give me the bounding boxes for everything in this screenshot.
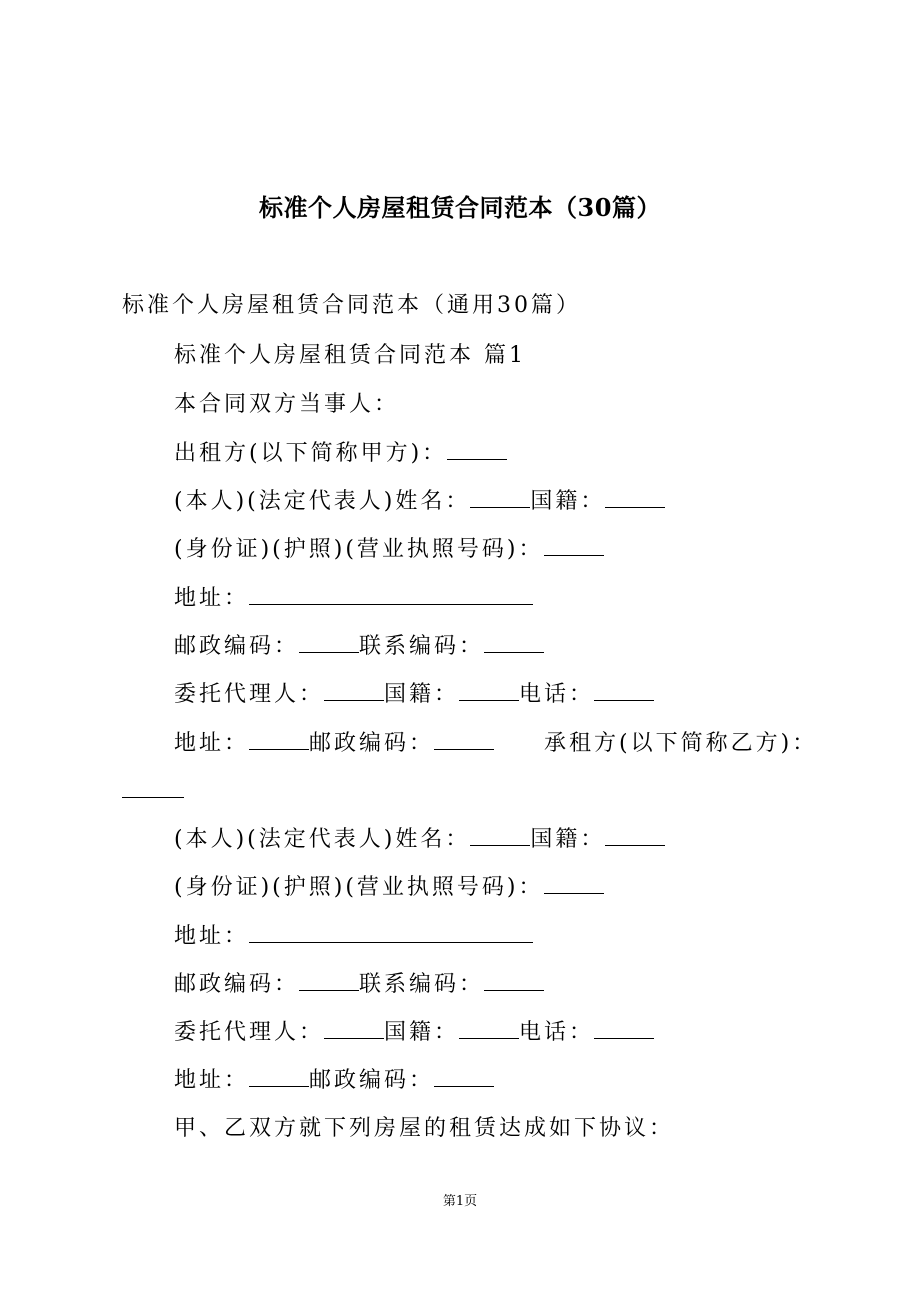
lessor-contact-label: 联系编码：: [359, 634, 485, 659]
lessee-id-blank[interactable]: [544, 871, 604, 894]
lessee-postcode2-label: 邮政编码：: [309, 1068, 435, 1093]
lessor-contact-blank[interactable]: [484, 630, 544, 653]
lessee-name-label: (本人)(法定代表人)姓名：: [174, 827, 471, 852]
lessee-id-label: (身份证)(护照)(营业执照号码)：: [174, 875, 544, 900]
lessor-nationality-blank[interactable]: [605, 485, 665, 508]
page-number: 第1页: [442, 1194, 478, 1209]
lessor-postcode-blank[interactable]: [299, 630, 359, 653]
lessor-name-label: (本人)(法定代表人)姓名：: [174, 489, 471, 514]
lessor-line: [174, 437, 507, 470]
lessor-address-blank[interactable]: [249, 582, 533, 605]
lessor-address-line: [174, 582, 533, 615]
lessee-postcode-line: [174, 968, 544, 1001]
lessor-id-label: (身份证)(护照)(营业执照号码)：: [174, 537, 544, 562]
lessor-agent-line: [174, 678, 654, 711]
lessor-phone-blank[interactable]: [594, 678, 654, 701]
lessor-id-blank[interactable]: [544, 533, 604, 556]
lessee-agent-label: 委托代理人：: [174, 1020, 325, 1045]
lessor-postcode2-blank[interactable]: [434, 727, 494, 750]
lessor-address2-line: [174, 727, 817, 760]
lessee-agent-nationality-label: 国籍：: [384, 1020, 460, 1045]
lessee-postcode2-blank[interactable]: [434, 1064, 494, 1087]
lessee-name-blank[interactable]: [470, 823, 530, 846]
lessee-agent-nationality-blank[interactable]: [459, 1016, 519, 1039]
lessee-contact-label: 联系编码：: [359, 972, 485, 997]
lessee-postcode-blank[interactable]: [299, 968, 359, 991]
parties-intro: 本合同双方当事人：: [174, 392, 400, 417]
lessee-contact-blank[interactable]: [484, 968, 544, 991]
lessee-label: 承租方(以下简称乙方)：: [544, 731, 818, 756]
lessee-agent-line: [174, 1016, 654, 1049]
lessor-agent-label: 委托代理人：: [174, 682, 325, 707]
lessor-postcode-label: 邮政编码：: [174, 634, 300, 659]
lessor-name-blank[interactable]: [470, 485, 530, 508]
lessee-address-label: 地址：: [174, 924, 250, 949]
lessee-id-line: [174, 871, 604, 904]
agreement-line: 甲、乙双方就下列房屋的租赁达成如下协议：: [174, 1116, 675, 1141]
lessee-address2-line: [174, 1064, 494, 1097]
lessee-address-blank[interactable]: [249, 920, 533, 943]
lessor-postcode-line: [174, 630, 544, 663]
lessee-name-line: [174, 823, 665, 856]
section-heading: 标准个人房屋租赁合同范本 篇1: [174, 343, 526, 368]
lessor-blank[interactable]: [447, 437, 507, 460]
lessor-address-label: 地址：: [174, 586, 250, 611]
lessor-address2-blank[interactable]: [249, 727, 309, 750]
lessee-address2-blank[interactable]: [249, 1064, 309, 1087]
lessee-address2-label: 地址：: [174, 1068, 250, 1093]
lessor-address2-label: 地址：: [174, 731, 250, 756]
lessor-agent-blank[interactable]: [324, 678, 384, 701]
lessor-phone-label: 电话：: [519, 682, 595, 707]
lessee-phone-blank[interactable]: [594, 1016, 654, 1039]
lessor-agent-nationality-label: 国籍：: [384, 682, 460, 707]
lessee-postcode-label: 邮政编码：: [174, 972, 300, 997]
lessor-postcode2-label: 邮政编码：: [309, 731, 435, 756]
lessor-name-line: [174, 485, 665, 518]
lessee-nationality-label: 国籍：: [530, 827, 606, 852]
document-title: 标准个人房屋租赁合同范本（30篇）: [259, 193, 661, 222]
lessor-id-line: [174, 533, 604, 566]
lessee-nationality-blank[interactable]: [605, 823, 665, 846]
lessor-label: 出租方(以下简称甲方)：: [174, 441, 448, 466]
lessee-phone-label: 电话：: [519, 1020, 595, 1045]
lessor-agent-nationality-blank[interactable]: [459, 678, 519, 701]
document-subtitle: 标准个人房屋租赁合同范本（通用30篇）: [122, 293, 581, 318]
lessee-blank[interactable]: [122, 797, 184, 798]
lessee-agent-blank[interactable]: [324, 1016, 384, 1039]
lessee-address-line: [174, 920, 533, 953]
lessor-nationality-label: 国籍：: [530, 489, 606, 514]
